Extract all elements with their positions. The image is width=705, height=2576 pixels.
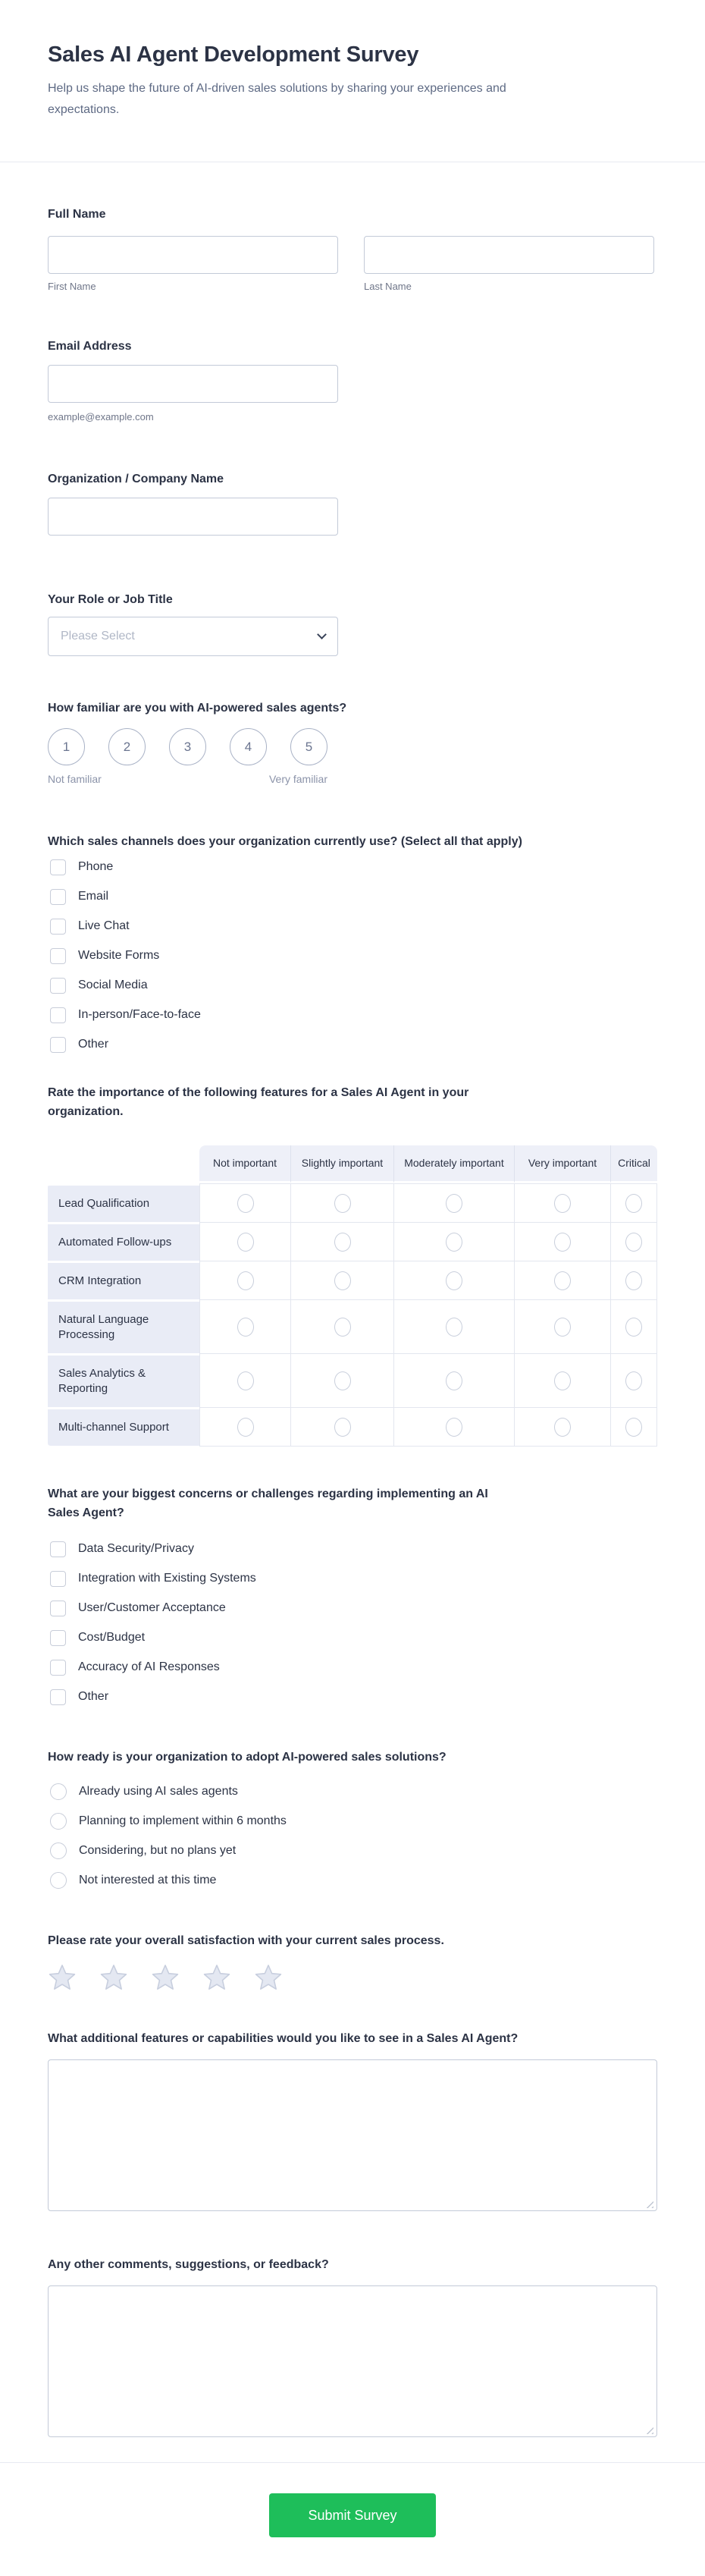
radio-option-row	[50, 1783, 657, 1800]
question-label: What are your biggest concerns or challenges regarding implementing an AI Sales Agent?	[48, 1487, 488, 1519]
matrix-radio[interactable]	[237, 1194, 254, 1213]
question-satisfaction	[48, 1931, 657, 1991]
question-label: Your Role or Job Title	[48, 593, 173, 606]
matrix-cell	[393, 1408, 514, 1447]
question-label: How ready is your organization to adopt AI-powered sales solutions?	[48, 1751, 446, 1764]
checkbox[interactable]	[50, 859, 66, 875]
matrix-cell	[514, 1183, 610, 1223]
checkbox-option-row	[50, 947, 657, 964]
checkbox-option-row	[50, 1659, 657, 1676]
matrix-cell	[610, 1223, 657, 1261]
option-label[interactable]: Cost/Budget	[78, 1631, 146, 1644]
matrix-cell	[610, 1408, 657, 1447]
star-rating	[48, 1964, 657, 1991]
question-familiarity	[48, 699, 657, 785]
channels-options	[48, 859, 657, 1053]
question-label: What additional features or capabilities would you like to see in a Sales AI Agent?	[48, 2032, 519, 2045]
matrix-radio[interactable]	[625, 1233, 642, 1252]
matrix-cell	[199, 1261, 290, 1300]
star-icon[interactable]	[48, 1964, 77, 1991]
matrix-radio[interactable]	[334, 1318, 351, 1337]
checkbox-option-row	[50, 1541, 657, 1557]
radio-button[interactable]	[50, 1783, 67, 1800]
matrix-radio[interactable]	[554, 1418, 571, 1437]
scale-option-1[interactable]: 1	[48, 728, 85, 765]
star-icon[interactable]	[151, 1964, 180, 1991]
email-input[interactable]	[48, 365, 338, 403]
page-subtitle: Help us shape the future of AI-driven sales solutions by sharing your experiences and expectations.	[48, 82, 506, 116]
matrix-row	[48, 1223, 657, 1261]
form-header	[0, 0, 705, 162]
radio-button[interactable]	[50, 1842, 67, 1859]
option-label[interactable]: Data Security/Privacy	[78, 1542, 194, 1555]
question-full-name	[48, 205, 657, 292]
matrix-radio[interactable]	[446, 1233, 462, 1252]
matrix-radio[interactable]	[625, 1371, 642, 1390]
matrix-radio[interactable]	[334, 1194, 351, 1213]
matrix-radio[interactable]	[237, 1371, 254, 1390]
matrix-row	[48, 1354, 657, 1408]
matrix-cell	[610, 1300, 657, 1354]
checkbox[interactable]	[50, 889, 66, 905]
checkbox-option-row	[50, 1007, 657, 1023]
matrix-radio[interactable]	[446, 1194, 462, 1213]
matrix-cell	[610, 1183, 657, 1223]
matrix-cell	[199, 1408, 290, 1447]
matrix-cell	[199, 1354, 290, 1408]
matrix-radio[interactable]	[554, 1271, 571, 1290]
scale-option-5[interactable]: 5	[290, 728, 327, 765]
matrix-radio[interactable]	[554, 1194, 571, 1213]
checkbox[interactable]	[50, 1037, 66, 1053]
matrix-cell	[610, 1354, 657, 1408]
matrix-row-label: Sales Analytics & Reporting	[48, 1354, 199, 1408]
first-name-sublabel: First Name	[48, 281, 96, 292]
question-channels	[48, 832, 657, 1053]
scale-min-label: Not familiar	[48, 773, 102, 785]
radio-button[interactable]	[50, 1813, 67, 1830]
option-label[interactable]: Accuracy of AI Responses	[78, 1660, 220, 1673]
matrix-cell	[514, 1261, 610, 1300]
matrix-cell	[393, 1354, 514, 1408]
matrix-radio[interactable]	[237, 1271, 254, 1290]
matrix-cell	[290, 1183, 393, 1223]
checkbox-option-row	[50, 1570, 657, 1587]
checkbox-option-row	[50, 918, 657, 935]
scale-max-label: Very familiar	[268, 773, 327, 785]
option-label[interactable]: User/Customer Acceptance	[78, 1601, 226, 1614]
radio-option-row	[50, 1842, 657, 1859]
checkbox-option-row	[50, 977, 657, 994]
question-concerns	[48, 1484, 657, 1705]
organization-input[interactable]	[48, 498, 338, 536]
matrix-row-label: Automated Follow-ups	[48, 1223, 199, 1261]
question-label: Any other comments, suggestions, or feedback?	[48, 2258, 329, 2271]
form-footer	[0, 2463, 705, 2576]
matrix-radio[interactable]	[625, 1318, 642, 1337]
page-title: Sales AI Agent Development Survey	[48, 42, 419, 67]
matrix-cell	[290, 1261, 393, 1300]
matrix-cell	[393, 1223, 514, 1261]
star-icon[interactable]	[202, 1964, 231, 1991]
email-sublabel: example@example.com	[48, 411, 154, 423]
option-label[interactable]: Email	[78, 890, 109, 903]
checkbox-option-row	[50, 859, 657, 875]
matrix-column-header: Critical	[610, 1145, 657, 1183]
checkbox[interactable]	[50, 1601, 66, 1616]
option-label[interactable]: Planning to implement within 6 months	[79, 1814, 287, 1827]
question-organization	[48, 470, 657, 536]
matrix-cell	[199, 1300, 290, 1354]
matrix-cell	[199, 1223, 290, 1261]
radio-option-row	[50, 1813, 657, 1830]
radio-button[interactable]	[50, 1872, 67, 1889]
matrix-row	[48, 1408, 657, 1447]
matrix-radio[interactable]	[446, 1318, 462, 1337]
question-comments	[48, 2255, 657, 2441]
concerns-options	[48, 1541, 657, 1705]
question-label: Rate the importance of the following features for a Sales AI Agent in your organization.	[48, 1086, 469, 1118]
matrix-column-header: Very important	[514, 1145, 610, 1183]
option-label[interactable]: Integration with Existing Systems	[78, 1572, 256, 1585]
matrix-radio[interactable]	[446, 1418, 462, 1437]
matrix-radio[interactable]	[625, 1418, 642, 1437]
option-label[interactable]: Website Forms	[78, 949, 160, 962]
checkbox-option-row	[50, 888, 657, 905]
matrix-radio[interactable]	[554, 1318, 571, 1337]
radio-option-row	[50, 1872, 657, 1889]
matrix-cell	[514, 1408, 610, 1447]
matrix-cell	[514, 1354, 610, 1408]
matrix-cell	[514, 1300, 610, 1354]
scale-option-4[interactable]: 4	[230, 728, 267, 765]
matrix-cell	[290, 1408, 393, 1447]
matrix-radio[interactable]	[625, 1271, 642, 1290]
matrix-radio[interactable]	[446, 1371, 462, 1390]
matrix-corner-cell	[48, 1145, 199, 1183]
checkbox[interactable]	[50, 919, 66, 935]
matrix-row-label: Multi-channel Support	[48, 1408, 199, 1447]
checkbox-option-row	[50, 1600, 657, 1616]
question-label: Please rate your overall satisfaction with your current sales process.	[48, 1934, 444, 1947]
question-label: Email Address	[48, 340, 132, 353]
matrix-cell	[514, 1223, 610, 1261]
option-label[interactable]: Other	[78, 1690, 109, 1703]
matrix-row-label: Lead Qualification	[48, 1183, 199, 1223]
option-label[interactable]: Social Media	[78, 979, 148, 991]
matrix-radio[interactable]	[334, 1418, 351, 1437]
matrix-radio[interactable]	[237, 1418, 254, 1437]
scale-option-3[interactable]: 3	[169, 728, 206, 765]
option-label[interactable]: In-person/Face-to-face	[78, 1008, 201, 1021]
option-label[interactable]: Already using AI sales agents	[79, 1785, 238, 1798]
question-label: Organization / Company Name	[48, 473, 224, 485]
option-label[interactable]: Live Chat	[78, 919, 130, 932]
matrix-radio[interactable]	[334, 1271, 351, 1290]
checkbox-option-row	[50, 1036, 657, 1053]
matrix-row-label: CRM Integration	[48, 1261, 199, 1300]
option-label[interactable]: Considering, but no plans yet	[79, 1844, 237, 1857]
star-icon[interactable]	[254, 1964, 283, 1991]
matrix-column-header: Not important	[199, 1145, 290, 1183]
matrix-radio[interactable]	[334, 1371, 351, 1390]
submit-button[interactable]: Submit Survey	[269, 2493, 436, 2537]
matrix-radio[interactable]	[237, 1318, 254, 1337]
checkbox-option-row	[50, 1689, 657, 1705]
scale-labels	[48, 773, 327, 785]
question-label: How familiar are you with AI-powered sales agents?	[48, 702, 347, 715]
matrix-row-label: Natural Language Processing	[48, 1300, 199, 1354]
comments-textarea[interactable]	[48, 2285, 657, 2437]
matrix-cell	[290, 1223, 393, 1261]
question-role	[48, 590, 657, 656]
role-select-value: Please Select	[61, 630, 135, 642]
question-importance-matrix	[48, 1083, 657, 1447]
option-label[interactable]: Phone	[78, 860, 114, 873]
checkbox[interactable]	[50, 1630, 66, 1646]
additional-features-textarea[interactable]	[48, 2059, 657, 2211]
checkbox[interactable]	[50, 1689, 66, 1705]
readiness-options	[48, 1783, 657, 1889]
question-readiness	[48, 1748, 657, 1889]
option-label[interactable]: Not interested at this time	[79, 1874, 217, 1886]
matrix-cell	[393, 1300, 514, 1354]
question-email	[48, 337, 657, 423]
matrix-column-header: Moderately important	[393, 1145, 514, 1183]
matrix-cell	[393, 1261, 514, 1300]
matrix-radio[interactable]	[554, 1371, 571, 1390]
matrix-cell	[199, 1183, 290, 1223]
last-name-input[interactable]	[364, 236, 654, 274]
role-select[interactable]	[48, 617, 338, 656]
scale-option-2[interactable]: 2	[108, 728, 146, 765]
chevron-down-icon	[317, 630, 327, 639]
form-body	[0, 162, 705, 2441]
option-label[interactable]: Other	[78, 1038, 109, 1051]
matrix-row	[48, 1300, 657, 1354]
checkbox-option-row	[50, 1629, 657, 1646]
matrix-radio[interactable]	[554, 1233, 571, 1252]
checkbox[interactable]	[50, 1660, 66, 1676]
first-name-input[interactable]	[48, 236, 338, 274]
matrix-cell	[393, 1183, 514, 1223]
matrix-row	[48, 1261, 657, 1300]
checkbox[interactable]	[50, 1541, 66, 1557]
matrix-cell	[610, 1261, 657, 1300]
checkbox[interactable]	[50, 1007, 66, 1023]
last-name-sublabel: Last Name	[364, 281, 412, 292]
matrix-cell	[290, 1300, 393, 1354]
matrix-column-header: Slightly important	[290, 1145, 393, 1183]
checkbox[interactable]	[50, 1571, 66, 1587]
scale-rating	[48, 728, 657, 765]
checkbox[interactable]	[50, 978, 66, 994]
question-additional-features	[48, 2029, 657, 2215]
checkbox[interactable]	[50, 948, 66, 964]
star-icon[interactable]	[99, 1964, 128, 1991]
importance-matrix-table	[48, 1145, 657, 1447]
matrix-radio[interactable]	[446, 1271, 462, 1290]
question-label: Which sales channels does your organization currently use? (Select all that apply)	[48, 835, 522, 848]
matrix-radio[interactable]	[237, 1233, 254, 1252]
matrix-radio[interactable]	[625, 1194, 642, 1213]
matrix-radio[interactable]	[334, 1233, 351, 1252]
question-label: Full Name	[48, 208, 106, 221]
matrix-cell	[290, 1354, 393, 1408]
matrix-row	[48, 1183, 657, 1223]
